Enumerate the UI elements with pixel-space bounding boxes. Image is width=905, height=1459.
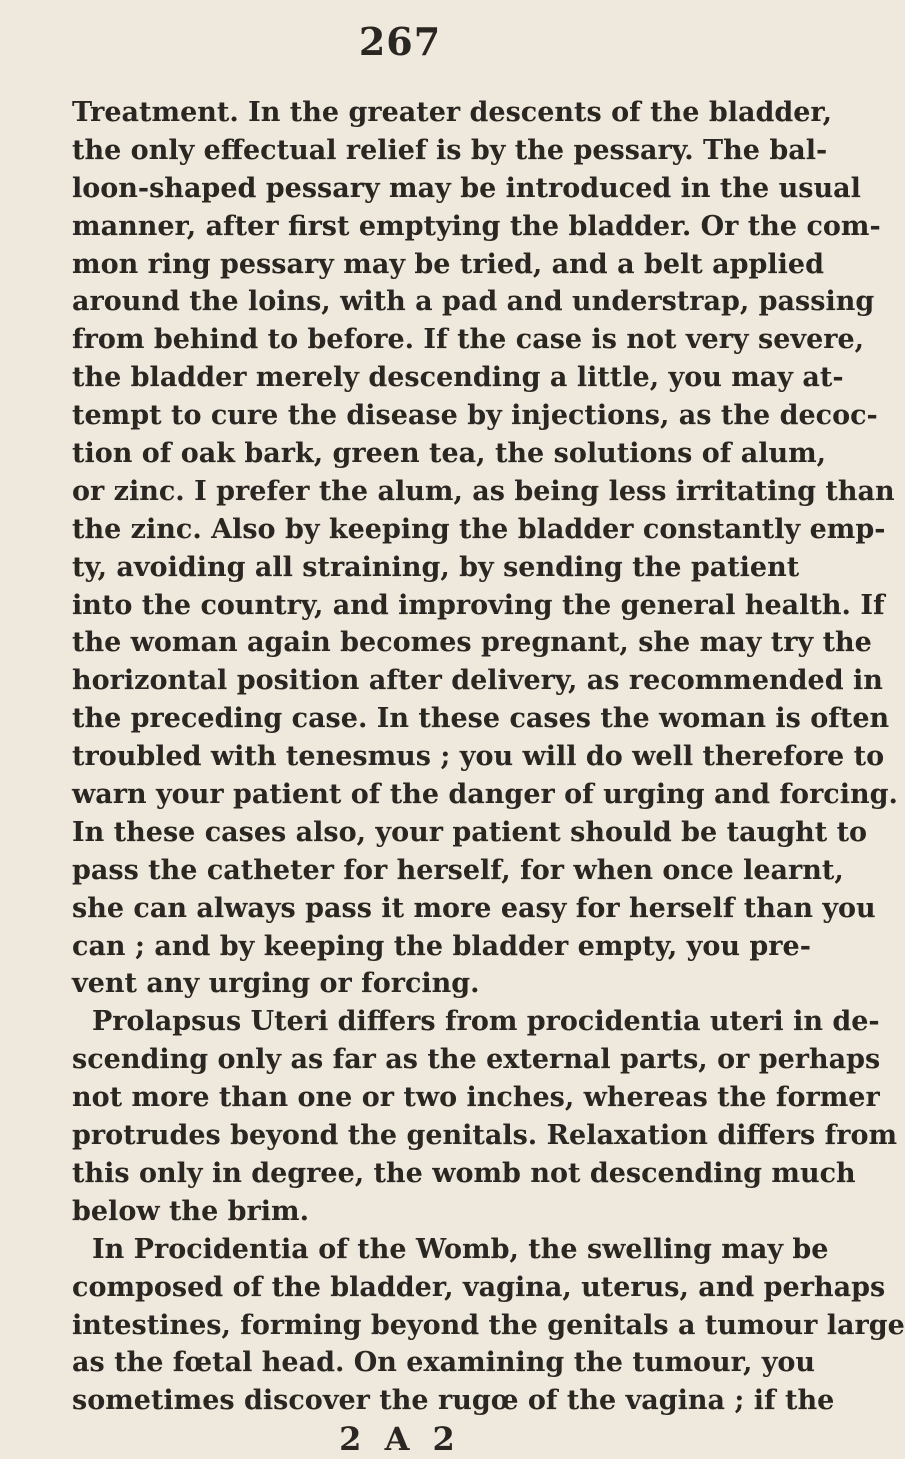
text-line: In Procidentia of the Womb, the swelling may be [92,1233,829,1265]
signature-mark: 2 A 2 [339,1420,461,1458]
page-number: 267 [358,19,442,64]
text-line: into the country, and improving the general health. If [72,589,885,621]
text-line: below the brim. [72,1195,309,1227]
text-line: loon-shaped pessary may be introduced in the usual [72,172,861,204]
text-line: tion of oak bark, green tea, the solutions of alum, [72,438,827,470]
text-line: the zinc. Also by keeping the bladder constantly emp- [72,513,886,545]
text-line: tempt to cure the disease by injections, as the decoc- [72,400,878,432]
text-line: she can always pass it more easy for herself than you [72,892,876,924]
text-line: pass the catheter for herself, for when once learnt, [72,854,844,886]
text-line: the only effectual relief is by the pessary. The bal- [72,134,828,166]
text-line: composed of the bladder, vagina, uterus, and perhaps [72,1271,886,1303]
text-line: the bladder merely descending a little, you may at- [72,362,844,394]
text-line: Prolapsus Uteri differs from procidentia uteri in de- [92,1006,880,1038]
body-text [72,94,905,1420]
text-line: ty, avoiding all straining, by sending the patient [72,551,800,583]
text-line: as the fœtal head. On examining the tumour, you [72,1347,816,1379]
text-line: this only in degree, the womb not descending much [72,1157,856,1189]
text-line: scending only as far as the external parts, or perhaps [72,1044,881,1076]
text-line: horizontal position after delivery, as recommended in [72,665,883,697]
text-line: In these cases also, your patient should be taught to [72,816,868,848]
text-line: warn your patient of the danger of urging and forcing. [72,779,898,811]
text-line: sometimes discover the rugœ of the vagina ; if the [72,1385,835,1417]
text-line: intestines, forming beyond the genitals a tumour large [72,1309,905,1341]
text-line: protrudes beyond the genitals. Relaxation differs from [72,1120,898,1152]
text-line: Treatment. In the greater descents of the bladder, [72,97,833,128]
text-line: mon ring pessary may be tried, and a belt applied [72,248,824,280]
text-line: troubled with tenesmus ; you will do well therefore to [72,741,885,773]
text-line: the woman again becomes pregnant, she may try the [72,627,872,659]
text-line: vent any urging or forcing. [72,968,480,1000]
text-line: or zinc. I prefer the alum, as being less irritating than [72,475,895,507]
text-line: manner, after first emptying the bladder. Or the com- [72,210,881,242]
text-line: around the loins, with a pad and understrap, passing [72,286,875,318]
text-line: not more than one or two inches, whereas the former [72,1082,880,1114]
text-line: from behind to before. If the case is not very severe, [72,324,865,356]
text-line: can ; and by keeping the bladder empty, you pre- [72,930,811,962]
text-line: the preceding case. In these cases the woman is often [72,703,890,735]
